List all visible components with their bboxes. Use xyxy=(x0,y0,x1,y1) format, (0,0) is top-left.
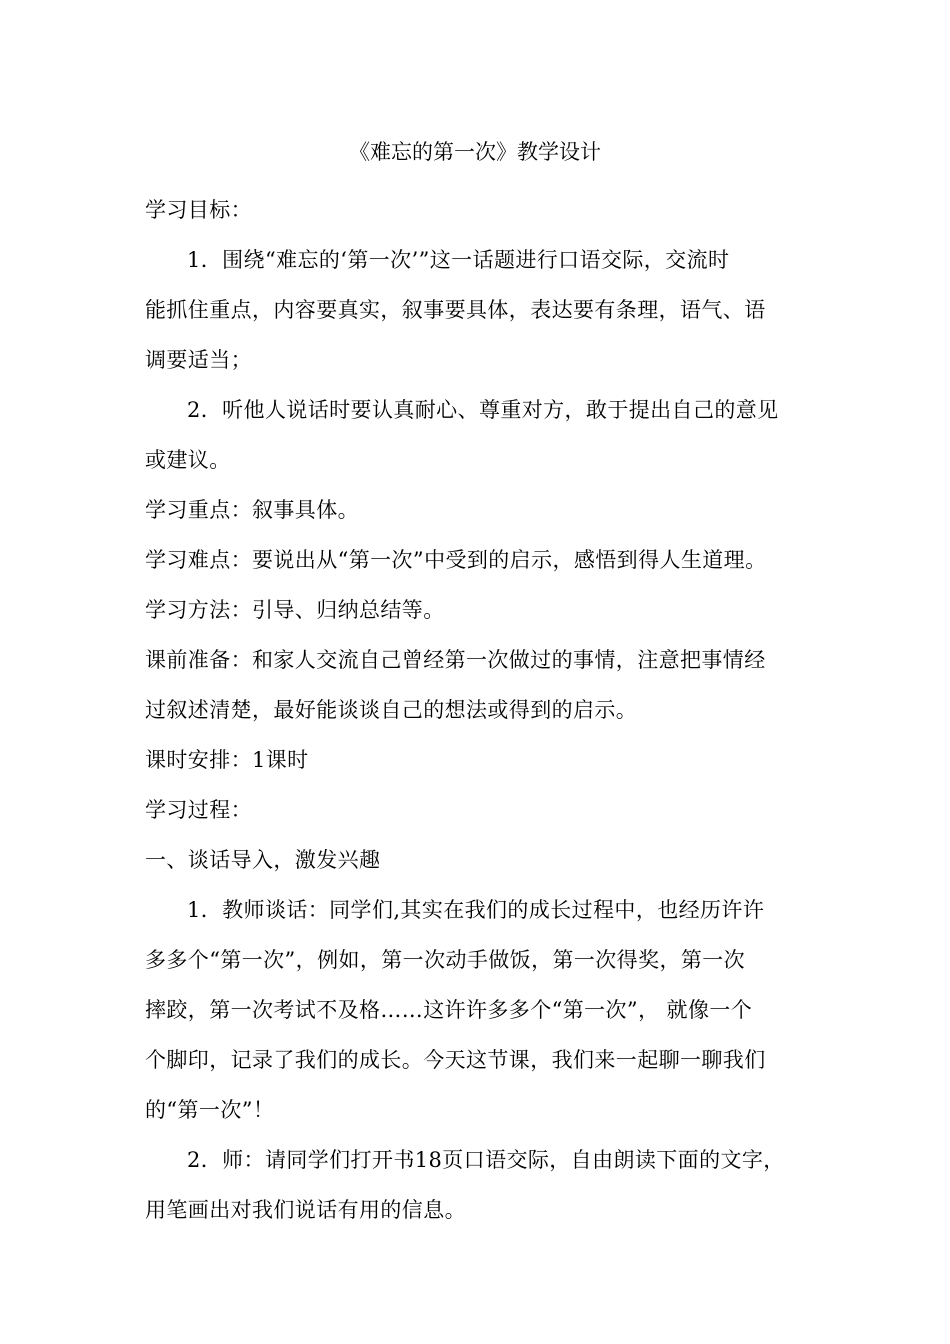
document-body xyxy=(145,185,807,1235)
text-line: 过叙述清楚，最好能谈谈自己的想法或得到的启示。 xyxy=(145,698,638,722)
document-title: 《难忘的第一次》教学设计 xyxy=(349,140,601,164)
text-line: 摔跤，第一次考试不及格……这许许多多个“第一次”， 就像一个 xyxy=(145,998,753,1022)
text-line: 能抓住重点，内容要真实，叙事要具体，表达要有条理，语气、语 xyxy=(145,298,766,322)
text-line: 个脚印，记录了我们的成长。今天这节课，我们来一起聊一聊我们 xyxy=(145,1048,766,1072)
text-line: 2．听他人说话时要认真耐心、尊重对方，敢于提出自己的意见 xyxy=(187,398,779,422)
text-line: 学习目标： xyxy=(145,198,252,222)
text-line: 学习重点：叙事具体。 xyxy=(145,498,359,522)
text-line: 一、谈话导入，激发兴趣 xyxy=(145,848,381,872)
text-line: 的“第一次”！ xyxy=(145,1098,275,1122)
text-line: 课前准备：和家人交流自己曾经第一次做过的事情，注意把事情经 xyxy=(145,648,766,672)
text-line: 学习过程： xyxy=(145,798,252,822)
text-line: 课时安排：1课时 xyxy=(145,748,309,772)
text-line: 学习难点：要说出从“第一次”中受到的启示，感悟到得人生道理。 xyxy=(145,548,767,572)
text-line: 1．围绕“难忘的‘第一次’”这一话题进行口语交际，交流时 xyxy=(187,248,730,272)
text-line: 学习方法：引导、归纳总结等。 xyxy=(145,598,445,622)
text-line: 调要适当； xyxy=(145,348,252,372)
text-line: 或建议。 xyxy=(145,448,231,472)
text-line: 2．师：请同学们打开书18页口语交际，自由朗读下面的文字， xyxy=(187,1148,785,1172)
text-line: 用笔画出对我们说话有用的信息。 xyxy=(145,1198,466,1222)
text-line: 多多个“第一次”，例如，第一次动手做饭，第一次得奖，第一次 xyxy=(145,948,746,972)
text-line: 1．教师谈话：同学们,其实在我们的成长过程中，也经历许许 xyxy=(187,898,765,922)
